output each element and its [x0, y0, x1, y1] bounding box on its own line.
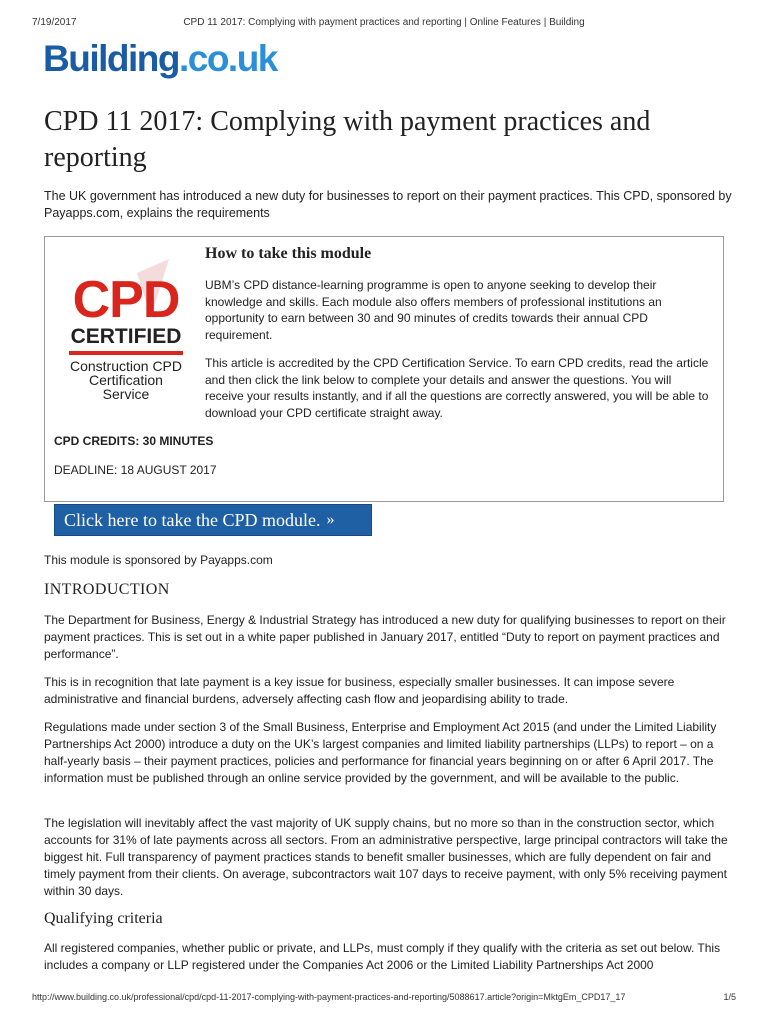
logo-text-domain: .co.uk — [178, 38, 277, 79]
criteria-paragraph: All registered companies, whether public or private, and LLPs, must comply if they qualify with the criteria as set out below. This includes a company or LLP registered under the Companies Act 2006 or the Limited Liability Partnerships Act 2000 — [44, 941, 721, 972]
body-paragraph-3: Regulations made under section 3 of the Small Business, Enterprise and Employment Act 2015 (and under the Limited Liability Partnerships Act 2000) introduce a duty on the UK’s largest companies and limited liability partnerships (LLPs) to report – on a half-yearly basis – their payment practices, policies and performance for financial years beginning on or after 6 April 2017. The information must be published through an online service provided by the government, and will be available to the public. — [44, 720, 717, 785]
badge-certified-text: CERTIFIED — [70, 325, 182, 348]
article-title: CPD 11 2017: Complying with payment practices and reporting — [44, 106, 651, 173]
print-footer — [32, 992, 736, 1006]
how-to-take-module-box — [44, 236, 724, 502]
module-paragraph-2: This article is accredited by the CPD Certification Service. To earn CPD credits, read the article and then click the link below to complete your details and answer the questions. You will receive your results instantly, and if all the questions are correctly answered, you will be able to download your CPD certificate straight away. — [205, 356, 709, 420]
badge-line1: Construction CPD — [69, 358, 183, 374]
introduction-heading: INTRODUCTION — [44, 581, 170, 598]
print-url: http://www.building.co.uk/professional/cpd/cpd-11-2017-complying-with-payment-practices-and-reporting/5088617.article?origin=MktgEm_CPD17_17 — [32, 992, 626, 1002]
cpd-deadline: DEADLINE: 18 AUGUST 2017 — [54, 463, 217, 477]
body-paragraph-1: The Department for Business, Energy & Industrial Strategy has introduced a new duty for qualifying businesses to report on their payment practices. This is set out in a white paper published in January 2017, entitled “Duty to report on payment practices and performance”. — [44, 613, 726, 661]
badge-line2: Certification — [89, 372, 163, 388]
body-paragraph-2: This is in recognition that late payment is a key issue for business, especially smaller businesses. It can impose severe administrative and financial burdens, adversely affecting cash flow and jeopardising ability to trade. — [44, 675, 675, 706]
print-date: 7/19/2017 — [32, 17, 77, 28]
building-logo[interactable] — [43, 40, 277, 77]
page-number: 1/5 — [723, 992, 736, 1002]
module-paragraph-1: UBM’s CPD distance-learning programme is open to anyone seeking to develop their knowledge and skills. Each module also offers members of professional institutions an opportunity to earn between 30 and 90 minutes of credits towards their annual CPD requirement. — [205, 278, 662, 342]
print-page-title: CPD 11 2017: Complying with payment practices and reporting | Online Features | Building — [183, 17, 585, 28]
double-chevron-right-icon: » — [326, 511, 332, 528]
sponsor-line: This module is sponsored by Payapps.com — [44, 553, 273, 567]
badge-line3: Service — [102, 386, 150, 402]
module-heading: How to take this module — [205, 245, 372, 262]
article-standfirst: The UK government has introduced a new duty for businesses to report on their payment practices. This CPD, sponsored by Payapps.com, explains the requirements — [44, 189, 732, 220]
badge-cpd-text: CPD — [72, 271, 180, 329]
badge-red-rule — [69, 351, 183, 355]
cta-label: Click here to take the CPD module. — [64, 509, 321, 530]
take-cpd-module-button[interactable] — [54, 504, 372, 536]
cpd-credits: CPD CREDITS: 30 MINUTES — [54, 434, 214, 448]
print-header — [32, 17, 736, 31]
logo-text-building: Building — [43, 38, 179, 79]
qualifying-criteria-heading: Qualifying criteria — [44, 910, 163, 927]
cpd-certified-badge — [65, 259, 187, 409]
body-paragraph-4: The legislation will inevitably affect the vast majority of UK supply chains, but no more so than in the construction sector, which accounts for 31% of late payments across all sectors. From an administrative perspective, large principal contractors will take the biggest hit. Full transparency of payment practices stands to benefit smaller businesses, which are fully dependent on fair and timely payment from their clients. On average, subcontractors wait 107 days to receive payment, with only 5% receiving payment within 30 days. — [44, 816, 728, 898]
